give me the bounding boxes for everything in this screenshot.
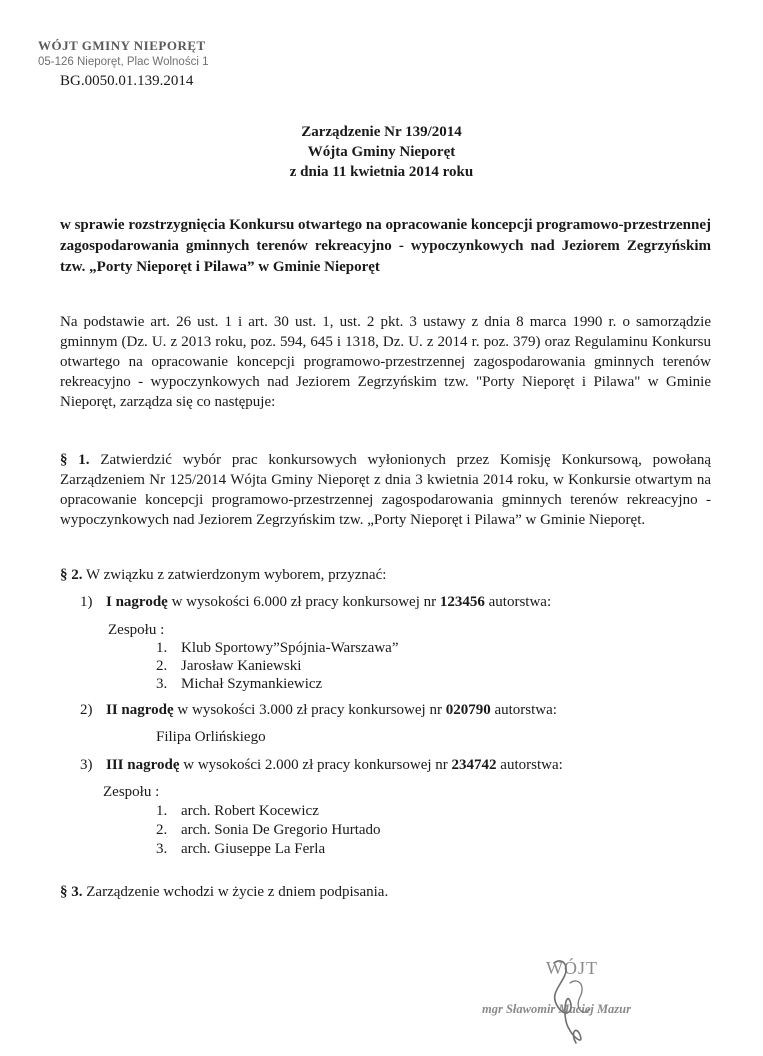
document-subject: w sprawie rozstrzygnięcia Konkursu otwartego na opracowanie koncepcji programowo-przestrzennej zagospodarowania gminnych terenów rekreacyjno - wypoczynkowych nad Jeziorem Zegrzyńskim tzw. „Porty Nieporęt i Pilawa” w Gminie Nieporęt xyxy=(60,217,712,275)
document-title: Zarządzenie Nr 139/2014 xyxy=(301,124,462,140)
prize-1-member-2: Jarosław Kaniewski xyxy=(181,658,302,674)
prize-1-line xyxy=(106,594,551,611)
prize-1-member-1: Klub Sportowy”Spójnia-Warszawa” xyxy=(181,640,399,656)
prize-1-number: 1) xyxy=(80,594,93,610)
office-stamp-title: WÓJT GMINY NIEPORĘT xyxy=(38,38,206,53)
prize-3-title: III nagrodę xyxy=(106,757,180,773)
section-1-text: Zatwierdzić wybór prac konkursowych wyłonionych przez Komisję Konkursową, powołaną Zarządzeniem Nr 125/2014 Wójta Gminy Nieporęt z dnia 3 kwietnia 2014 roku, w Konkursie otwartym na opracowanie koncepcji programowo-przestrzennej zagospodarowania gminnych terenów rekreacyjno - wypoczynkowych nad Jeziorem Zegrzyńskim tzw. „Porty Nieporęt i Pilawa” w Gminie Nieporęt. xyxy=(60,452,711,528)
section-2 xyxy=(60,567,386,584)
legal-basis-paragraph: Na podstawie art. 26 ust. 1 i art. 30 ust. 1, ust. 2 pkt. 3 ustawy z dnia 8 marca 1990 r. o samorządzie gminnym (Dz. U. z 2013 roku, poz. 594, 645 i 1318, Dz. U. z 2014 r. poz. 379) oraz Regulaminu Konkursu otwartego na opracowanie koncepcji programowo-przestrzennej zagospodarowania gminnych terenów rekreacyjno - wypoczynkowych nad Jeziorem Zegrzyńskim tzw. "Porty Nieporęt i Pilawa" w Gminie Nieporęt, zarządza się co następuje: xyxy=(60,314,711,410)
prize-1-member-1-num: 1. xyxy=(156,640,168,656)
prize-2-code: 020790 xyxy=(445,702,491,718)
prize-3-number: 3) xyxy=(80,757,93,773)
prize-2-amount: w wysokości 3.000 zł pracy konkursowej nr xyxy=(177,702,442,718)
prize-1-team-label: Zespołu : xyxy=(108,622,165,638)
prize-3-amount: w wysokości 2.000 zł pracy konkursowej nr xyxy=(183,757,448,773)
reference-number: BG.0050.01.139.2014 xyxy=(60,73,194,89)
prize-3-team-label: Zespołu : xyxy=(103,784,160,800)
document-date: z dnia 11 kwietnia 2014 roku xyxy=(289,164,474,180)
prize-1-end: autorstwa: xyxy=(488,594,552,610)
section-1 xyxy=(60,450,711,530)
prize-2-end: autorstwa: xyxy=(494,702,557,718)
prize-3-member-1-num: 1. xyxy=(156,803,168,819)
section-2-label: § 2. xyxy=(60,567,83,583)
office-stamp-address: 05-126 Nieporęt, Plac Wolności 1 xyxy=(38,56,209,68)
prize-3-member-2-num: 2. xyxy=(156,822,168,838)
signature-stamp-title: WÓJT xyxy=(546,958,598,978)
prize-3-line xyxy=(106,757,563,774)
prize-1-title: I nagrodę xyxy=(106,594,168,610)
prize-3-code: 234742 xyxy=(451,757,497,773)
prize-1-amount: w wysokości 6.000 zł pracy konkursowej nr xyxy=(171,594,437,610)
prize-2-number: 2) xyxy=(80,702,93,718)
prize-3-member-3-num: 3. xyxy=(156,841,168,857)
handwritten-signature xyxy=(540,955,610,1050)
prize-1-member-3-num: 3. xyxy=(156,676,168,692)
prize-3-member-3: arch. Giuseppe La Ferla xyxy=(181,841,326,857)
signature-stamp-name: mgr Sławomir Maciej Mazur xyxy=(482,1002,631,1016)
prize-3-end: autorstwa: xyxy=(500,757,563,773)
prize-2-author: Filipa Orlińskiego xyxy=(156,729,266,745)
prize-2-line xyxy=(106,702,557,719)
prize-1-member-3: Michał Szymankiewicz xyxy=(181,676,323,692)
prize-1-code: 123456 xyxy=(439,594,485,610)
section-3-text: Zarządzenie wchodzi w życie z dniem podpisania. xyxy=(86,884,389,900)
document-issuer: Wójta Gminy Nieporęt xyxy=(307,144,456,160)
prize-3-member-1: arch. Robert Kocewicz xyxy=(181,803,319,819)
section-2-text: W związku z zatwierdzonym wyborem, przyznać: xyxy=(85,567,387,583)
prize-3-member-2: arch. Sonia De Gregorio Hurtado xyxy=(181,822,381,838)
section-3-label: § 3. xyxy=(60,884,83,900)
section-1-label: § 1. xyxy=(60,452,90,468)
section-3 xyxy=(60,884,388,901)
prize-1-member-2-num: 2. xyxy=(156,658,168,674)
prize-2-title: II nagrodę xyxy=(106,702,174,718)
